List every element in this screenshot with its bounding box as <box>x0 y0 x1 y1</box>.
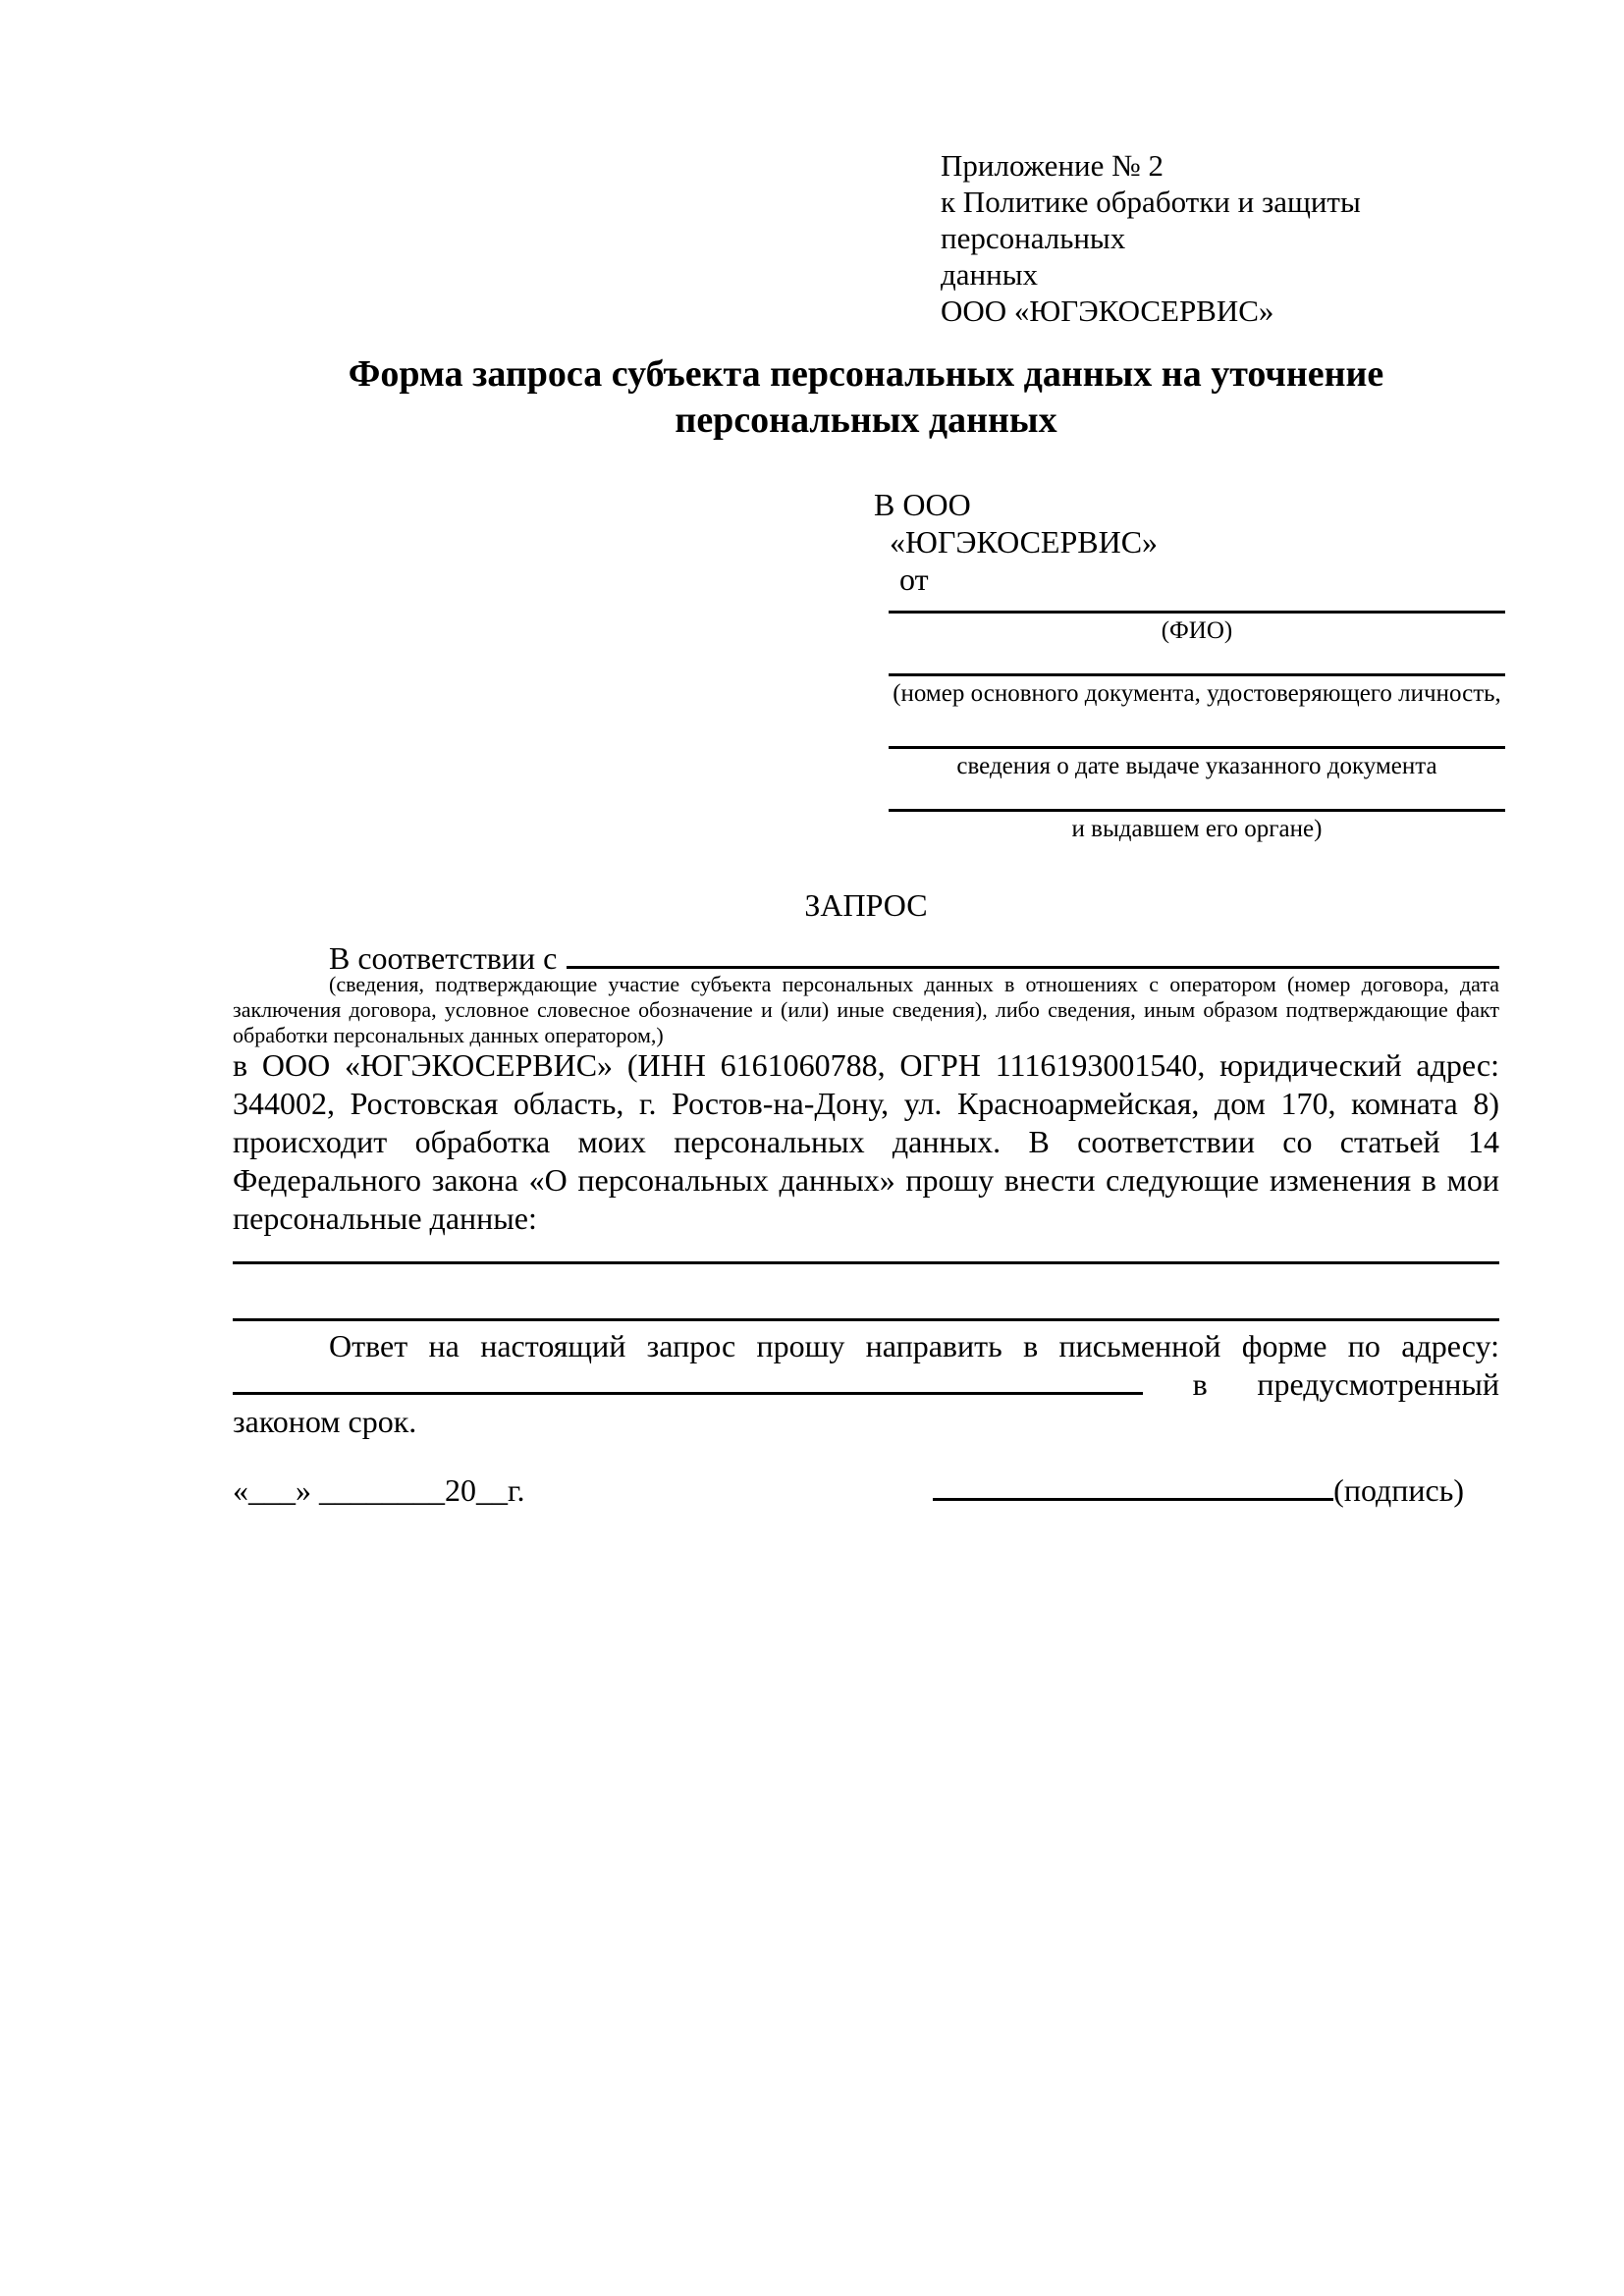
accordance-lead-text: В соответствии с <box>329 940 558 976</box>
document-number-caption: (номер основного документа, удостоверяющего личность, <box>893 680 1501 707</box>
annex-number: Приложение № 2 <box>941 148 1164 183</box>
date-signature-row <box>233 1470 1499 1510</box>
issuing-authority-caption: и выдавшем его органе) <box>1071 816 1323 842</box>
date-blank-text: «___» ________20__г. <box>233 1472 525 1508</box>
company-name: ООО «ЮГЭКОСЕРВИС» <box>941 294 1274 328</box>
field-issue-date <box>889 746 1505 781</box>
request-heading: ЗАПРОС <box>804 887 928 923</box>
accordance-footnote: (сведения, подтверждающие участие субъекта персональных данных в отношениях с оператором (номер договора, дата заключения договора, условное словесное обозначение и (или) иные сведения), либо сведения, иным образом подтверждающие факт обработки персональных данных оператором,) <box>233 972 1499 1047</box>
signature-caption: (подпись) <box>1333 1472 1464 1508</box>
answer-tail-line: законом срок. <box>233 1404 417 1439</box>
answer-word-predusmotrenny: предусмотренный <box>1257 1366 1499 1402</box>
answer-word-v: в <box>1192 1366 1208 1402</box>
document-title: Форма запроса субъекта персональных данных на уточнение персональных данных <box>348 353 1384 441</box>
field-fio <box>889 611 1505 646</box>
answer-lead-line: Ответ на настоящий запрос прошу направить в письменной форме по адресу: <box>329 1328 1499 1363</box>
signature-group <box>933 1470 1464 1510</box>
accordance-row <box>233 933 1499 977</box>
recipient-block <box>874 486 1505 598</box>
recipient-from: от <box>899 561 929 597</box>
annex-policy-reference: к Политике обработки и защиты персональных <box>941 185 1361 255</box>
accordance-blank-line <box>567 933 1499 969</box>
signature-blank-line <box>933 1470 1333 1501</box>
field-issuing-authority <box>889 809 1505 844</box>
fio-caption: (ФИО) <box>1161 617 1233 644</box>
answer-address-row <box>233 1364 1499 1403</box>
changes-blank-line-1 <box>233 1261 1499 1264</box>
recipient-company: «ЮГЭКОСЕРВИС» <box>890 524 1159 560</box>
annex-header <box>941 147 1505 329</box>
changes-blank-line-2 <box>233 1318 1499 1321</box>
recipient-to: В ООО <box>874 487 971 522</box>
address-blank-line <box>233 1364 1143 1395</box>
body-paragraph: в ООО «ЮГЭКОСЕРВИС» (ИНН 6161060788, ОГРН 1116193001540, юридический адрес: 344002, Ростовская область, г. Ростов-на-Дону, ул. Красноармейская, дом 170, комната 8) происходит обработка моих персональных данных. В соответствии со статьей 14 Федерального закона «О персональных данных» прошу внести следующие изменения в мои персональные данные: <box>233 1047 1499 1236</box>
issue-date-caption: сведения о дате выдаче указанного документа <box>956 753 1437 779</box>
field-document-number <box>889 673 1505 709</box>
annex-policy-reference-cont: данных <box>941 257 1039 292</box>
